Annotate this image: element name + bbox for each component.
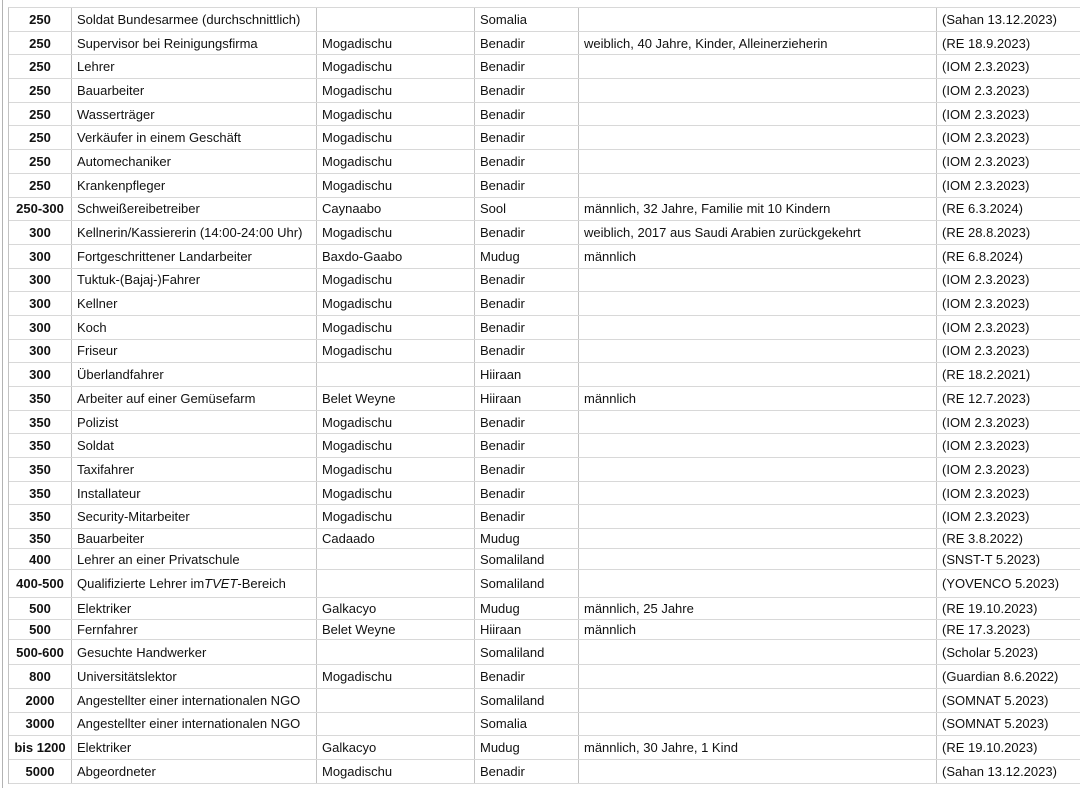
details-cell: männlich, 32 Jahre, Familie mit 10 Kindern bbox=[578, 198, 936, 221]
details-cell bbox=[578, 292, 936, 315]
job-cell: Lehrer bbox=[71, 55, 316, 78]
city-cell: Mogadischu bbox=[316, 269, 474, 292]
table-row bbox=[9, 126, 1080, 150]
table-row bbox=[9, 340, 1080, 364]
source-cell: (RE 12.7.2023) bbox=[936, 387, 1080, 410]
table-row bbox=[9, 387, 1080, 411]
city-cell: Belet Weyne bbox=[316, 620, 474, 639]
source-cell: (Guardian 8.6.2022) bbox=[936, 665, 1080, 688]
job-cell: Friseur bbox=[71, 340, 316, 363]
job-cell: Elektriker bbox=[71, 736, 316, 759]
job-cell: Angestellter einer internationalen NGO bbox=[71, 689, 316, 712]
table-row bbox=[9, 713, 1080, 737]
source-cell: (RE 19.10.2023) bbox=[936, 736, 1080, 759]
city-cell: Mogadischu bbox=[316, 150, 474, 173]
table-row bbox=[9, 640, 1080, 665]
details-cell bbox=[578, 55, 936, 78]
amount-cell: 300 bbox=[29, 319, 51, 335]
source-cell: (RE 17.3.2023) bbox=[936, 620, 1080, 639]
details-cell bbox=[578, 316, 936, 339]
city-cell: Caynaabo bbox=[316, 198, 474, 221]
amount-cell: 2000 bbox=[25, 692, 55, 708]
region-cell: Mudug bbox=[474, 529, 578, 548]
amount-cell: 400 bbox=[29, 551, 51, 567]
city-cell bbox=[316, 640, 474, 664]
source-cell: (IOM 2.3.2023) bbox=[936, 150, 1080, 173]
source-cell: (SOMNAT 5.2023) bbox=[936, 689, 1080, 712]
region-cell: Somaliland bbox=[474, 640, 578, 664]
city-cell bbox=[316, 713, 474, 736]
table-row bbox=[9, 198, 1080, 222]
table-row bbox=[9, 482, 1080, 506]
region-cell: Benadir bbox=[474, 316, 578, 339]
job-cell: Supervisor bei Reinigungsfirma bbox=[71, 32, 316, 55]
job-cell: Arbeiter auf einer Gemüsefarm bbox=[71, 387, 316, 410]
details-cell bbox=[578, 570, 936, 597]
amount-cell: bis 1200 bbox=[14, 740, 66, 756]
region-cell: Benadir bbox=[474, 505, 578, 528]
region-cell: Benadir bbox=[474, 482, 578, 505]
region-cell: Somaliland bbox=[474, 689, 578, 712]
region-cell: Somaliland bbox=[474, 549, 578, 569]
job-cell: Krankenpfleger bbox=[71, 174, 316, 197]
details-cell bbox=[578, 340, 936, 363]
region-cell: Benadir bbox=[474, 665, 578, 688]
table-row bbox=[9, 570, 1080, 598]
source-cell: (IOM 2.3.2023) bbox=[936, 482, 1080, 505]
details-cell bbox=[578, 505, 936, 528]
region-cell: Sool bbox=[474, 198, 578, 221]
city-cell: Mogadischu bbox=[316, 79, 474, 102]
source-cell: (RE 6.8.2024) bbox=[936, 245, 1080, 268]
job-cell: Verkäufer in einem Geschäft bbox=[71, 126, 316, 149]
amount-cell: 250 bbox=[29, 59, 51, 75]
city-cell: Mogadischu bbox=[316, 482, 474, 505]
table-row bbox=[9, 174, 1080, 198]
amount-cell: 350 bbox=[29, 414, 51, 430]
job-cell: Gesuchte Handwerker bbox=[71, 640, 316, 664]
table-row bbox=[9, 32, 1080, 56]
table-row bbox=[9, 434, 1080, 458]
job-cell: Polizist bbox=[71, 411, 316, 434]
amount-cell: 350 bbox=[29, 485, 51, 501]
details-cell bbox=[578, 126, 936, 149]
details-cell: männlich bbox=[578, 387, 936, 410]
region-cell: Benadir bbox=[474, 174, 578, 197]
region-cell: Benadir bbox=[474, 760, 578, 783]
table-row bbox=[9, 411, 1080, 435]
amount-cell: 250 bbox=[29, 106, 51, 122]
job-cell: Kellner bbox=[71, 292, 316, 315]
source-cell: (IOM 2.3.2023) bbox=[936, 505, 1080, 528]
region-cell: Mudug bbox=[474, 736, 578, 759]
job-cell: Fortgeschrittener Landarbeiter bbox=[71, 245, 316, 268]
table-row bbox=[9, 79, 1080, 103]
region-cell: Hiiraan bbox=[474, 387, 578, 410]
city-cell bbox=[316, 549, 474, 569]
source-cell: (IOM 2.3.2023) bbox=[936, 292, 1080, 315]
city-cell: Mogadischu bbox=[316, 103, 474, 126]
amount-cell: 350 bbox=[29, 531, 51, 547]
region-cell: Benadir bbox=[474, 340, 578, 363]
details-cell: männlich, 30 Jahre, 1 Kind bbox=[578, 736, 936, 759]
amount-cell: 350 bbox=[29, 461, 51, 477]
amount-cell: 250 bbox=[29, 153, 51, 169]
city-cell: Mogadischu bbox=[316, 174, 474, 197]
city-cell bbox=[316, 363, 474, 386]
details-cell bbox=[578, 458, 936, 481]
job-cell: Tuktuk-(Bajaj-)Fahrer bbox=[71, 269, 316, 292]
table-row bbox=[9, 8, 1080, 32]
region-cell: Benadir bbox=[474, 126, 578, 149]
table-row bbox=[9, 689, 1080, 713]
region-cell: Mudug bbox=[474, 245, 578, 268]
details-cell bbox=[578, 482, 936, 505]
job-cell: Taxifahrer bbox=[71, 458, 316, 481]
city-cell: Mogadischu bbox=[316, 32, 474, 55]
city-cell: Belet Weyne bbox=[316, 387, 474, 410]
table-row bbox=[9, 760, 1080, 784]
job-italic-term: TVET bbox=[204, 576, 238, 592]
job-cell: Elektriker bbox=[71, 598, 316, 619]
amount-cell: 500-600 bbox=[16, 644, 64, 660]
details-cell bbox=[578, 79, 936, 102]
city-cell: Mogadischu bbox=[316, 221, 474, 244]
details-cell: männlich, 25 Jahre bbox=[578, 598, 936, 619]
city-cell bbox=[316, 689, 474, 712]
source-cell: (IOM 2.3.2023) bbox=[936, 411, 1080, 434]
city-cell: Mogadischu bbox=[316, 665, 474, 688]
city-cell: Mogadischu bbox=[316, 411, 474, 434]
region-cell: Benadir bbox=[474, 79, 578, 102]
source-cell: (RE 18.2.2021) bbox=[936, 363, 1080, 386]
amount-cell: 500 bbox=[29, 601, 51, 617]
details-cell: männlich bbox=[578, 620, 936, 639]
source-cell: (IOM 2.3.2023) bbox=[936, 269, 1080, 292]
region-cell: Benadir bbox=[474, 221, 578, 244]
details-cell bbox=[578, 8, 936, 31]
city-cell: Galkacyo bbox=[316, 598, 474, 619]
job-cell: Universitätslektor bbox=[71, 665, 316, 688]
job-cell: Installateur bbox=[71, 482, 316, 505]
source-cell: (IOM 2.3.2023) bbox=[936, 79, 1080, 102]
source-cell: (IOM 2.3.2023) bbox=[936, 458, 1080, 481]
source-cell: (RE 6.3.2024) bbox=[936, 198, 1080, 221]
salary-table bbox=[8, 7, 1080, 784]
amount-cell: 250 bbox=[29, 35, 51, 51]
source-cell: (IOM 2.3.2023) bbox=[936, 55, 1080, 78]
table-row bbox=[9, 529, 1080, 549]
region-cell: Benadir bbox=[474, 411, 578, 434]
region-cell: Hiiraan bbox=[474, 363, 578, 386]
city-cell: Mogadischu bbox=[316, 55, 474, 78]
job-cell: Wasserträger bbox=[71, 103, 316, 126]
source-cell: (IOM 2.3.2023) bbox=[936, 316, 1080, 339]
table-row bbox=[9, 55, 1080, 79]
table-row bbox=[9, 150, 1080, 174]
region-cell: Benadir bbox=[474, 292, 578, 315]
amount-cell: 3000 bbox=[25, 716, 55, 732]
source-cell: (IOM 2.3.2023) bbox=[936, 340, 1080, 363]
amount-cell: 5000 bbox=[25, 763, 55, 779]
city-cell: Mogadischu bbox=[316, 505, 474, 528]
region-cell: Benadir bbox=[474, 55, 578, 78]
amount-cell: 250-300 bbox=[16, 201, 64, 217]
job-cell: Überlandfahrer bbox=[71, 363, 316, 386]
source-cell: (YOVENCO 5.2023) bbox=[936, 570, 1080, 597]
job-cell: Qualifizierte Lehrer im TVET -Bereich bbox=[71, 570, 316, 597]
source-cell: (RE 18.9.2023) bbox=[936, 32, 1080, 55]
details-cell bbox=[578, 103, 936, 126]
source-cell: (RE 28.8.2023) bbox=[936, 221, 1080, 244]
source-cell: (SNST-T 5.2023) bbox=[936, 549, 1080, 569]
amount-cell: 300 bbox=[29, 272, 51, 288]
amount-cell: 350 bbox=[29, 438, 51, 454]
source-cell: (Sahan 13.12.2023) bbox=[936, 8, 1080, 31]
details-cell bbox=[578, 363, 936, 386]
table-row bbox=[9, 221, 1080, 245]
table-row bbox=[9, 665, 1080, 689]
region-cell: Benadir bbox=[474, 32, 578, 55]
city-cell: Cadaado bbox=[316, 529, 474, 548]
city-cell: Mogadischu bbox=[316, 458, 474, 481]
city-cell: Mogadischu bbox=[316, 292, 474, 315]
job-cell: Soldat Bundesarmee (durchschnittlich) bbox=[71, 8, 316, 31]
table-row bbox=[9, 316, 1080, 340]
table-row bbox=[9, 598, 1080, 620]
details-cell bbox=[578, 640, 936, 664]
amount-cell: 300 bbox=[29, 343, 51, 359]
details-cell: weiblich, 2017 aus Saudi Arabien zurückgekehrt bbox=[578, 221, 936, 244]
details-cell bbox=[578, 760, 936, 783]
region-cell: Benadir bbox=[474, 269, 578, 292]
table-row bbox=[9, 505, 1080, 529]
job-cell: Security-Mitarbeiter bbox=[71, 505, 316, 528]
amount-cell: 250 bbox=[29, 82, 51, 98]
region-cell: Somaliland bbox=[474, 570, 578, 597]
source-cell: (IOM 2.3.2023) bbox=[936, 103, 1080, 126]
details-cell bbox=[578, 150, 936, 173]
region-cell: Benadir bbox=[474, 458, 578, 481]
source-cell: (IOM 2.3.2023) bbox=[936, 174, 1080, 197]
table-row bbox=[9, 549, 1080, 570]
table-row bbox=[9, 458, 1080, 482]
region-cell: Benadir bbox=[474, 103, 578, 126]
amount-cell: 350 bbox=[29, 390, 51, 406]
amount-cell: 300 bbox=[29, 367, 51, 383]
city-cell bbox=[316, 570, 474, 597]
city-cell: Mogadischu bbox=[316, 760, 474, 783]
region-cell: Mudug bbox=[474, 598, 578, 619]
source-cell: (IOM 2.3.2023) bbox=[936, 434, 1080, 457]
details-cell bbox=[578, 529, 936, 548]
table-row bbox=[9, 736, 1080, 760]
city-cell: Mogadischu bbox=[316, 316, 474, 339]
region-cell: Somalia bbox=[474, 8, 578, 31]
city-cell: Mogadischu bbox=[316, 434, 474, 457]
amount-cell: 350 bbox=[29, 509, 51, 525]
amount-cell: 250 bbox=[29, 130, 51, 146]
table-row bbox=[9, 620, 1080, 640]
details-cell: männlich bbox=[578, 245, 936, 268]
page-edge-line bbox=[2, 0, 3, 788]
amount-cell: 300 bbox=[29, 225, 51, 241]
details-cell bbox=[578, 665, 936, 688]
job-cell: Automechaniker bbox=[71, 150, 316, 173]
job-cell: Bauarbeiter bbox=[71, 529, 316, 548]
source-cell: (Sahan 13.12.2023) bbox=[936, 760, 1080, 783]
job-cell: Fernfahrer bbox=[71, 620, 316, 639]
amount-cell: 300 bbox=[29, 248, 51, 264]
details-cell bbox=[578, 434, 936, 457]
region-cell: Somalia bbox=[474, 713, 578, 736]
source-cell: (SOMNAT 5.2023) bbox=[936, 713, 1080, 736]
table-row bbox=[9, 245, 1080, 269]
job-cell: Lehrer an einer Privatschule bbox=[71, 549, 316, 569]
job-cell: Abgeordneter bbox=[71, 760, 316, 783]
city-cell: Mogadischu bbox=[316, 126, 474, 149]
details-cell bbox=[578, 549, 936, 569]
table-row bbox=[9, 292, 1080, 316]
details-cell bbox=[578, 411, 936, 434]
job-cell: Bauarbeiter bbox=[71, 79, 316, 102]
region-cell: Benadir bbox=[474, 434, 578, 457]
job-cell: Soldat bbox=[71, 434, 316, 457]
details-cell: weiblich, 40 Jahre, Kinder, Alleinerzieherin bbox=[578, 32, 936, 55]
job-cell: Kellnerin/Kassiererin (14:00-24:00 Uhr) bbox=[71, 221, 316, 244]
details-cell bbox=[578, 713, 936, 736]
table-row bbox=[9, 363, 1080, 387]
details-cell bbox=[578, 269, 936, 292]
job-cell: Schweißereibetreiber bbox=[71, 198, 316, 221]
city-cell: Baxdo-Gaabo bbox=[316, 245, 474, 268]
city-cell: Mogadischu bbox=[316, 340, 474, 363]
job-cell: Angestellter einer internationalen NGO bbox=[71, 713, 316, 736]
region-cell: Benadir bbox=[474, 150, 578, 173]
amount-cell: 250 bbox=[29, 177, 51, 193]
details-cell bbox=[578, 174, 936, 197]
amount-cell: 250 bbox=[29, 11, 51, 27]
source-cell: (RE 19.10.2023) bbox=[936, 598, 1080, 619]
city-cell bbox=[316, 8, 474, 31]
amount-cell: 500 bbox=[29, 622, 51, 638]
table-row bbox=[9, 269, 1080, 293]
amount-cell: 400-500 bbox=[16, 576, 64, 592]
job-cell: Koch bbox=[71, 316, 316, 339]
table-row bbox=[9, 103, 1080, 127]
source-cell: (IOM 2.3.2023) bbox=[936, 126, 1080, 149]
source-cell: (Scholar 5.2023) bbox=[936, 640, 1080, 664]
city-cell: Galkacyo bbox=[316, 736, 474, 759]
source-cell: (RE 3.8.2022) bbox=[936, 529, 1080, 548]
region-cell: Hiiraan bbox=[474, 620, 578, 639]
amount-cell: 300 bbox=[29, 296, 51, 312]
details-cell bbox=[578, 689, 936, 712]
amount-cell: 800 bbox=[29, 668, 51, 684]
